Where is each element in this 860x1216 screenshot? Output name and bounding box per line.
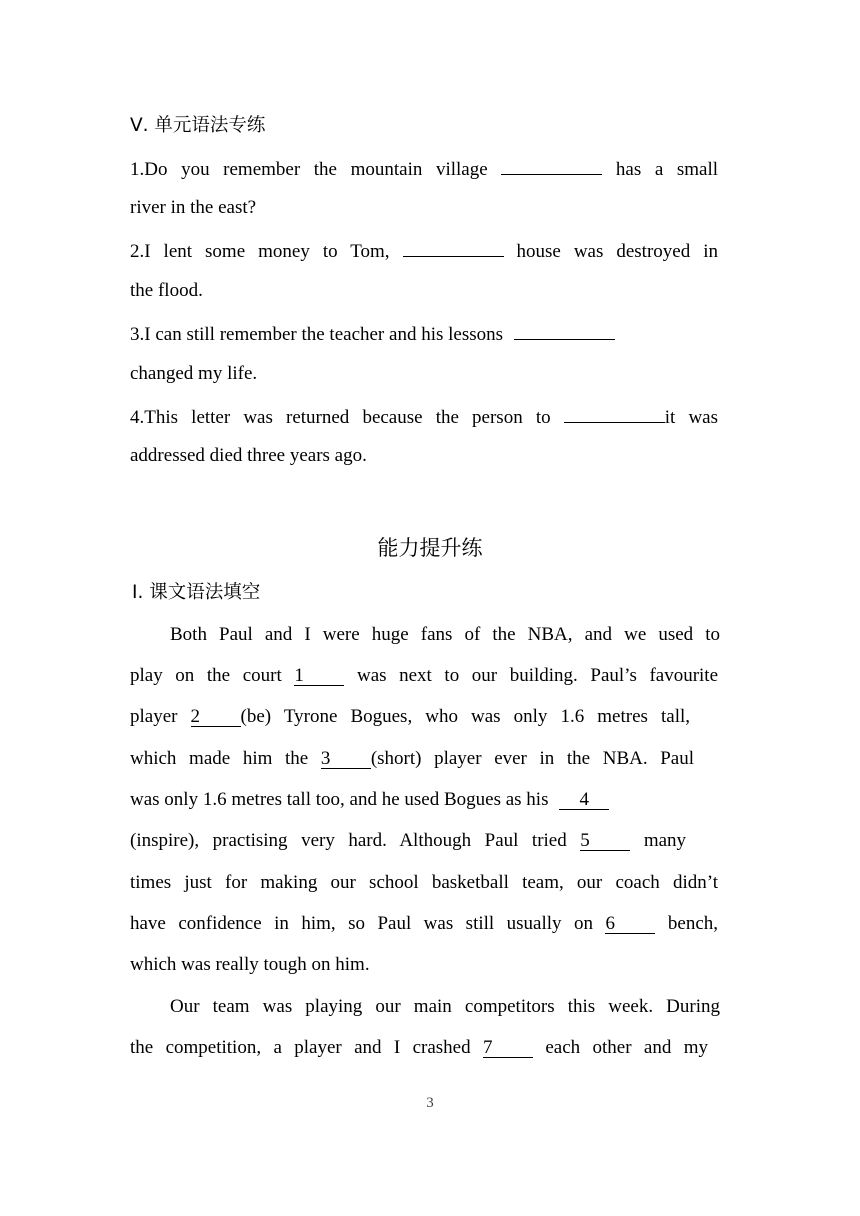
- passage-line-3: player 2 (be) Tyrone Bogues, who was only 1.6 metres tall,: [130, 706, 691, 727]
- blank-5[interactable]: 5: [580, 831, 630, 851]
- blank-1[interactable]: 1: [294, 666, 344, 686]
- section-1-heading: Ⅰ. 课文语法填空: [132, 582, 261, 603]
- passage-line-6: (inspire), practising very hard. Although Paul tried 5 many: [130, 830, 687, 851]
- q1-line1: 1.Do you remember the mountain village has a small: [130, 155, 718, 182]
- q2-line2: the flood.: [130, 280, 203, 301]
- blank-7[interactable]: 7: [483, 1038, 533, 1058]
- q1-line2: river in the east?: [130, 197, 257, 218]
- blank-4[interactable]: 4: [559, 790, 609, 810]
- passage-line-10: Our team was playing our main competitors this week. During: [170, 996, 720, 1017]
- passage-line-7: times just for making our school basketball team, our coach didn’t: [130, 872, 718, 893]
- passage-line-2: play on the court 1 was next to our building. Paul’s favourite: [130, 665, 719, 686]
- blank-3[interactable]: 3: [321, 749, 371, 769]
- q3-line2: changed my life.: [130, 363, 258, 384]
- blank-6[interactable]: 6: [605, 914, 655, 934]
- q2-blank[interactable]: [403, 237, 504, 257]
- q4-line1: 4.This letter was returned because the person to it was: [130, 403, 718, 430]
- passage-line-11: the competition, a player and I crashed 7 each other and my: [130, 1037, 709, 1058]
- q4-line2: addressed died three years ago.: [130, 445, 367, 466]
- ability-title: 能力提升练: [377, 536, 483, 560]
- q3-blank[interactable]: [514, 320, 615, 340]
- q4-blank[interactable]: [564, 403, 665, 423]
- passage-line-1: Both Paul and I were huge fans of the NBA, and we used to: [170, 624, 720, 645]
- passage-line-5: was only 1.6 metres tall too, and he used Bogues as his 4: [130, 788, 609, 812]
- blank-2[interactable]: 2: [191, 707, 241, 727]
- passage-line-4: which made him the 3 (short) player ever in the NBA. Paul: [130, 748, 694, 769]
- passage-line-8: have confidence in him, so Paul was still usually on 6 bench,: [130, 913, 719, 934]
- passage-line-9: which was really tough on him.: [130, 954, 370, 975]
- q2-line1: 2.I lent some money to Tom, house was destroyed in: [130, 237, 718, 264]
- q1-blank[interactable]: [501, 155, 602, 175]
- q3-line1: 3.I can still remember the teacher and his lessons: [130, 320, 615, 347]
- section-5-heading: Ⅴ. 单元语法专练: [130, 115, 266, 136]
- page-number: 3: [426, 1095, 434, 1111]
